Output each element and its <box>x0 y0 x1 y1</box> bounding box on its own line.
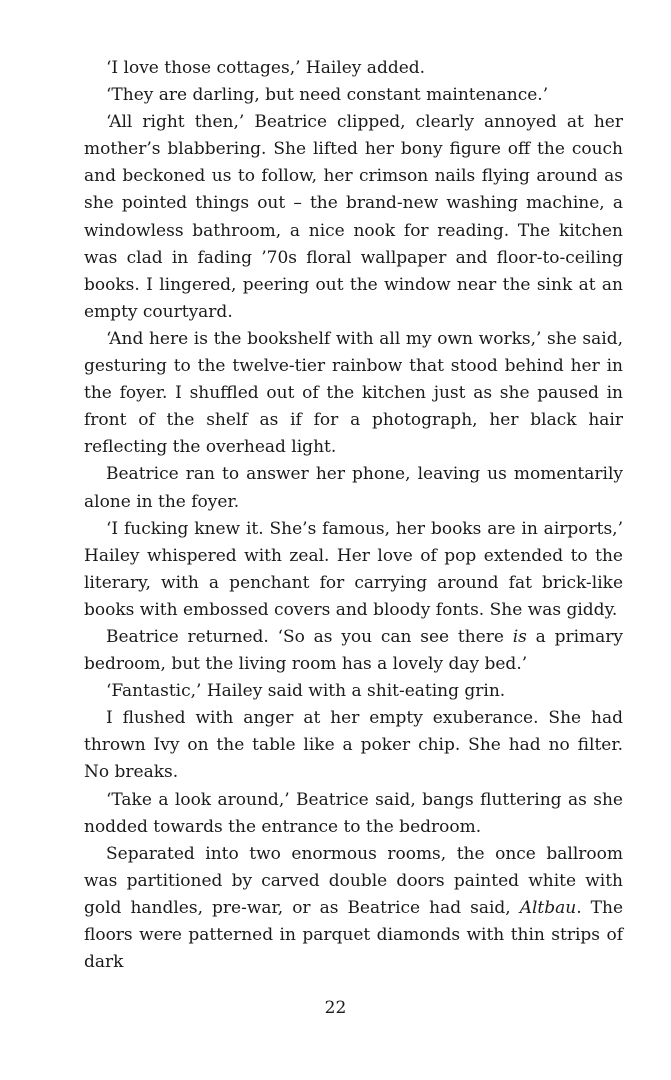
paragraph-2: ‘They are darling, but need constant maintenance.’ <box>106 85 549 106</box>
paragraph-3: ‘All right then,’ Beatrice clipped, clearly annoyed at her mother’s blabbering. She lifted her bony figure off the couch and beckoned us to follow, her crimson nails flying around as she pointed things out – the brand-new washing machine, a windowless bathroom, a nice nook for reading. The kitchen was clad in fading ’70s floral wallpaper and floor-to-ceiling books. I lingered, peering out the window near the sink at an empty courtyard. <box>84 112 623 322</box>
paragraph-4: ‘And here is the bookshelf with all my own works,’ she said, gesturing to the twelve-tier rainbow that stood behind her in the foyer. I shuffled out of the kitchen just as she paused in front of the shelf as if for a photograph, her black hair reflecting the overhead light. <box>84 328 623 458</box>
page-body <box>84 55 623 976</box>
paragraph-6: ‘I fucking knew it. She’s famous, her books are in airports,’ Hailey whispered with zeal. Her love of pop extended to the literary, with a penchant for carrying around fat brick-like books with embossed covers and bloody fonts. She was giddy. <box>84 518 623 620</box>
paragraph-10: ‘Take a look around,’ Beatrice said, bangs fluttering as she nodded towards the entrance to the bedroom. <box>84 789 623 837</box>
paragraph-1: ‘I love those cottages,’ Hailey added. <box>106 58 426 78</box>
paragraph-11: Separated into two enormous rooms, the once ballroom was partitioned by carved double doors painted white with gold handles, pre-war, or as Beatrice had said, Altbau. The floors were patterned in parquet diamonds with thin strips of dark <box>84 843 624 973</box>
paragraph-7: Beatrice returned. ‘So as you can see there is a primary bedroom, but the living room has a lovely day bed.’ <box>84 626 623 675</box>
paragraph-9: I flushed with anger at her empty exuberance. She had thrown Ivy on the table like a poker chip. She had no filter. No breaks. <box>84 708 623 783</box>
paragraph-8: ‘Fantastic,’ Hailey said with a shit-eating grin. <box>106 681 506 702</box>
page-number: 22 <box>324 998 347 1018</box>
paragraph-5: Beatrice ran to answer her phone, leaving us momentarily alone in the foyer. <box>84 464 623 512</box>
